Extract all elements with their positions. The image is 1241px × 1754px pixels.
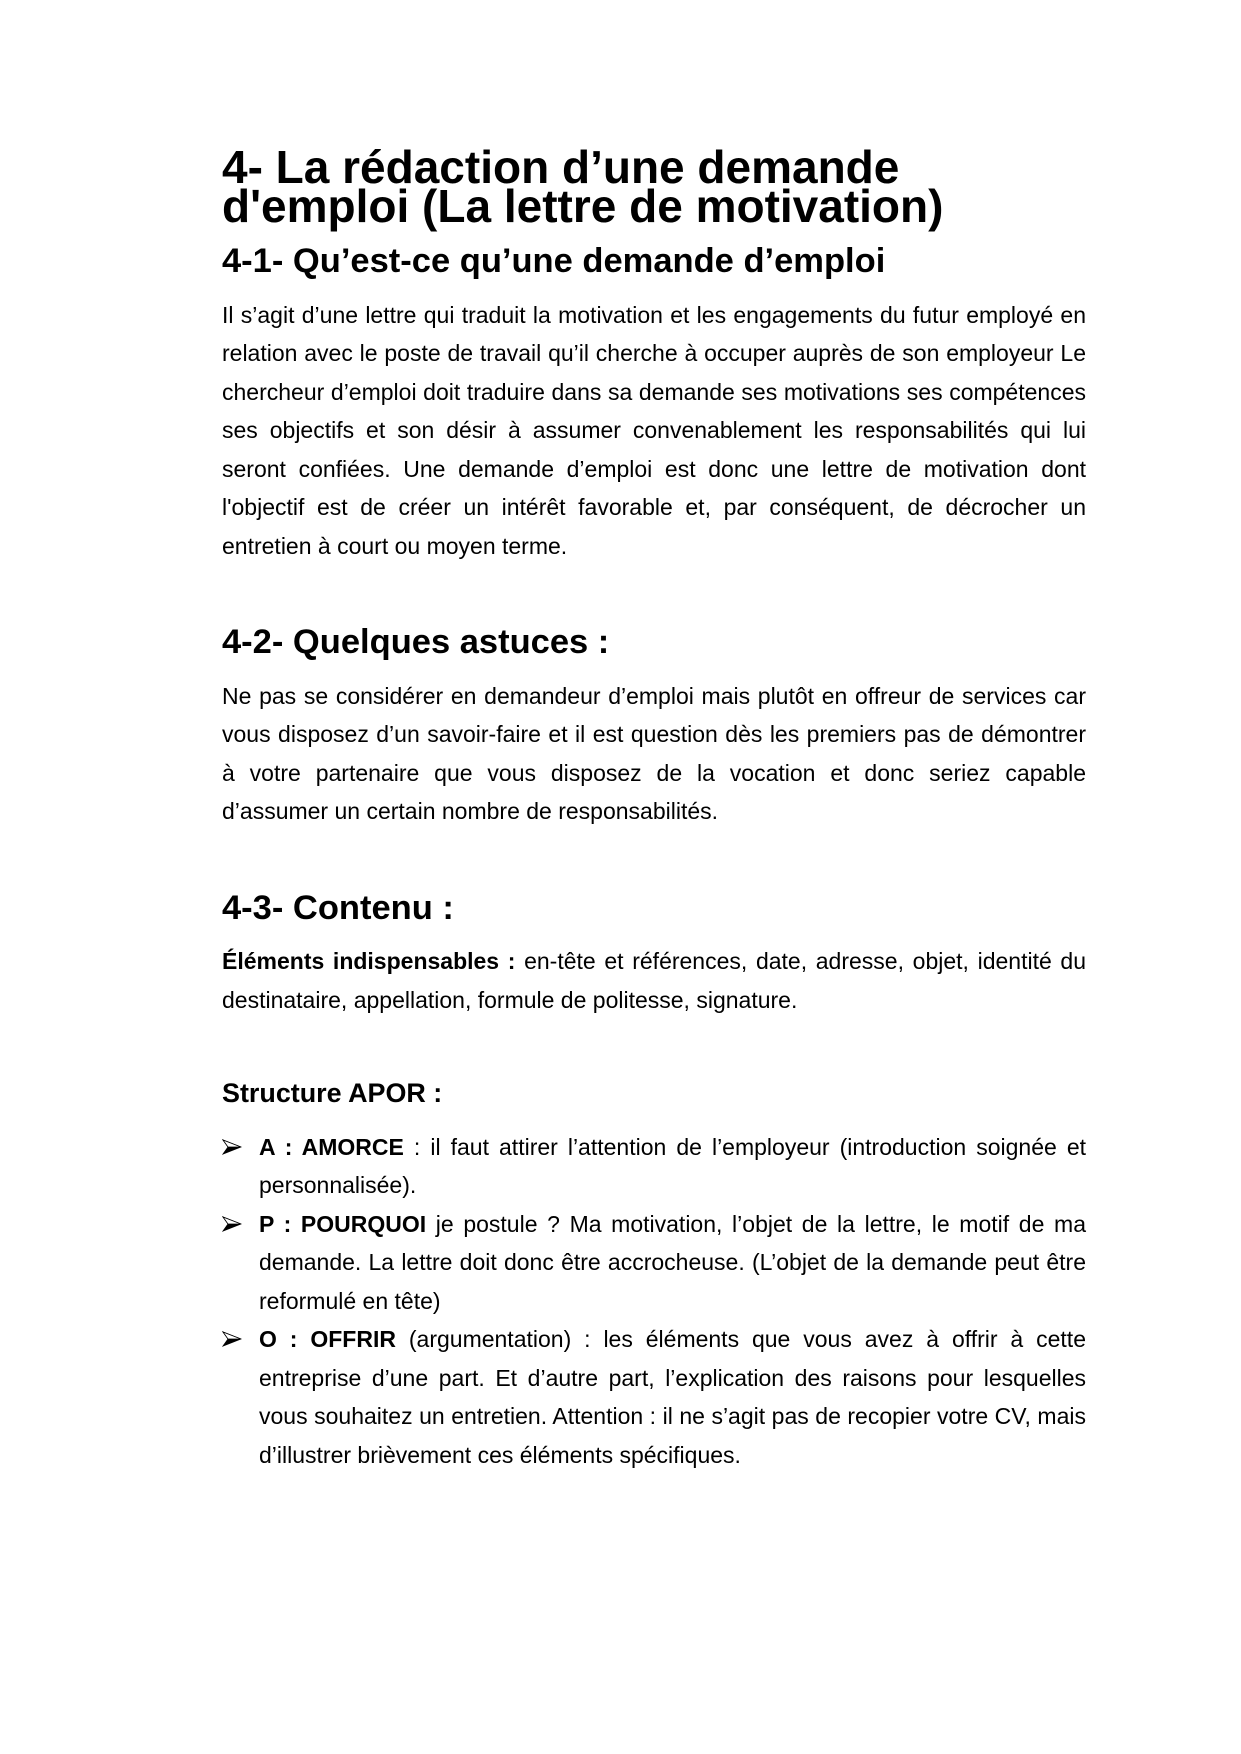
essential-elements-text: en-tête et références, date, adresse, objet, identité du destinataire, appellation, formule de politesse, signature. — [222, 948, 1086, 1013]
structure-apor-heading: Structure APOR : — [222, 1078, 443, 1108]
section-2-heading: 4-2- Quelques astuces : — [222, 623, 610, 661]
section-tips — [222, 623, 1086, 831]
essential-elements-label: Éléments indispensables : — [222, 948, 516, 974]
section-1-heading: 4-1- Qu’est-ce qu’une demande d’emploi — [222, 242, 886, 280]
spacer — [222, 565, 1086, 623]
section-what-is-job-application — [222, 242, 1086, 565]
apor-item-label: P : POURQUOI — [259, 1210, 427, 1237]
document-page — [222, 141, 1087, 1474]
spacer — [222, 1019, 1086, 1074]
essential-elements-paragraph — [222, 942, 1086, 1019]
apor-item-label: O : OFFRIR — [259, 1326, 396, 1352]
apor-item-text: (argumentation) : les éléments que vous avez à offrir à cette entreprise d’une part. Et d’autre part, l’explication des raisons pour lesquelles vous souhaitez un entretien. Attention : il ne s’agit pas de recopier votre CV, mais d’illustrer brièvement ces éléments spécifiques. — [259, 1326, 1086, 1468]
arrowhead-bullet-icon — [222, 1320, 244, 1358]
apor-item-amorce — [222, 1128, 1086, 1205]
section-3-heading: 4-3- Contenu : — [222, 888, 454, 927]
arrowhead-bullet-icon — [222, 1205, 244, 1243]
apor-item-pourquoi — [222, 1205, 1086, 1321]
apor-list — [222, 1128, 1086, 1475]
apor-item-offrir — [222, 1320, 1086, 1474]
arrowhead-bullet-icon — [222, 1128, 244, 1166]
apor-item-label: A : AMORCE — [259, 1133, 404, 1160]
apor-item-text: : il faut attirer l’attention de l’employeur (introduction soignée et personnalisée). — [259, 1133, 1087, 1198]
section-1-body: Il s’agit d’une lettre qui traduit la motivation et les engagements du futur employé en relation avec le poste de travail qu’il cherche à occuper auprès de son employeur Le chercheur d’emploi doit traduire dans sa demande ses motivations ses compétences ses objectifs et son désir à assumer convenablement les responsabilités qui lui seront confiées. Une demande d’emploi est donc une lettre de motivation dont l'objectif est de créer un intérêt favorable et, par conséquent, de décrocher un entretien à court ou moyen terme. — [222, 301, 1086, 559]
section-2-body: Ne pas se considérer en demandeur d’emploi mais plutôt en offreur de services car vous disposez d’un savoir-faire et il est question dès les premiers pas de démontrer à votre partenaire que vous disposez de la vocation et donc seriez capable d’assumer un certain nombre de responsabilités. — [222, 682, 1086, 824]
apor-item-text: je postule ? Ma motivation, l’objet de la lettre, le motif de ma demande. La lettre doit donc être accrocheuse. (L’objet de la demande peut être reformulé en tête) — [259, 1210, 1086, 1314]
document-title: 4- La rédaction d’une demande d'emploi (La lettre de motivation) — [222, 141, 944, 232]
spacer — [222, 831, 1086, 889]
section-content — [222, 889, 1086, 1475]
